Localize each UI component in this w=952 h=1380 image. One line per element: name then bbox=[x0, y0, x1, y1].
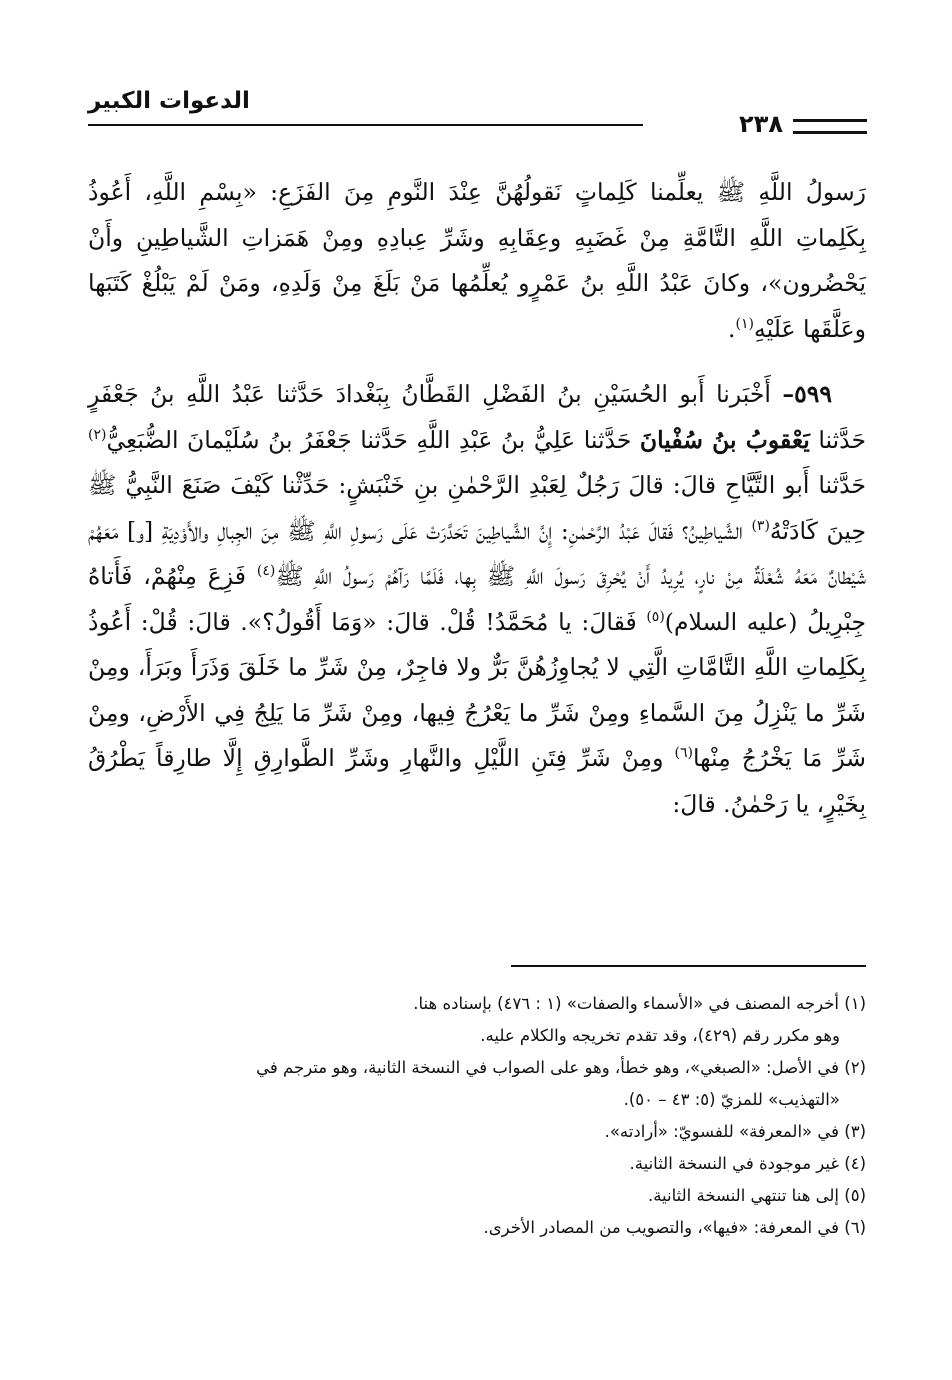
isnad-text-a: أَخْبَرنا أَبو الحُسَيْنِ بنُ الفَضْلِ القَطَّانُ بِبَغْدادَ حَدَّثنا عَبْدُ اللَّهِ بنُ جَعْفَرٍ حَدَّثنا bbox=[88, 380, 866, 454]
footnote-4: (٤) غير موجودة في النسخة الثانية. bbox=[629, 1154, 866, 1173]
footnote-3: (٣) في «المعرفة» للفسويّ: «أرادته». bbox=[604, 1122, 866, 1141]
footnote-1-continuation: وهو مكرر رقم (٤٢٩)، وقد تقدم تخريجه والكلام عليه. bbox=[480, 1026, 840, 1045]
footnote-ref-3[interactable]: (٣) bbox=[751, 517, 770, 534]
footnote-separator bbox=[511, 965, 866, 967]
hadith-text-c: حَدَّثنا أَبو التَّيَّاحِ قالَ: قالَ رَجُلٌ لِعَبْدِ الرَّحْمٰنِ بنِ خَنْبَشٍ: حَدِّثْنا كَيْفَ صَنَعَ النَّبِيُّ ﷺ حِينَ كَادَتْهُ bbox=[88, 471, 866, 545]
footnote-ref-5[interactable]: (٥) bbox=[646, 608, 665, 625]
footnote-2: (٢) في الأصل: «الصبغي»، وهو خطأ، وهو على الصواب في النسخة الثانية، وهو مترجم في bbox=[256, 1058, 866, 1077]
paragraph-continuation bbox=[88, 170, 866, 352]
footnote-1: (١) أخرجه المصنف في «الأسماء والصفات» (١ : ٤٧٦) بإسناده هنا. bbox=[413, 994, 866, 1013]
page-number: ٢٣٨ bbox=[739, 110, 783, 138]
footnote-6: (٦) في المعرفة: «فيها»، والتصويب من المصادر الأخرى. bbox=[483, 1218, 866, 1237]
footnotes bbox=[88, 988, 866, 1244]
page-header bbox=[88, 88, 867, 148]
hadith-text-d: الشَّياطِينُ؟ فَقالَ عَبْدُ الرَّحْمٰنِ: إِنَّ الشَّياطِينَ تَحَدَّرَتْ عَلَى رَسولِ اللَّهِ ﷺ مِنَ الجِبالِ والأَوْدِيَةِ [و] مَعَهُمْ شَيْطانٌ مَعَهُ شُعْلَةٌ مِنْ نارٍ، يُرِيدُ أَنْ يُحْرِقَ رَسولَ اللَّهِ ﷺ بِها، فَلَمَّا رَآهُمْ رَسولُ اللَّهِ ﷺ bbox=[88, 516, 866, 590]
footnote-2-continuation: «التهذيب» للمزيّ (٥: ٤٣ – ٥٠). bbox=[623, 1090, 840, 1109]
paragraph-end: . bbox=[728, 314, 736, 343]
footnote-ref-2[interactable]: (٢) bbox=[88, 426, 107, 443]
main-text bbox=[88, 170, 866, 827]
header-rule bbox=[88, 124, 643, 126]
header-double-rule bbox=[793, 119, 867, 134]
isnad-text-b: حَدَّثنا عَلِيُّ بنُ عَبْدِ اللَّهِ حَدَّثنا جَعْفَرُ بنُ سُلَيْمانَ الضُّبَعِيُّ bbox=[106, 425, 632, 454]
hadith-text-g: ومِنْ شَرِّ فِتَنِ اللَّيْلِ والنَّهارِ وشَرِّ الطَّوارِقِ إِلَّا طارِقاً يَطْرُقُ بِخَيْرٍ، يا رَحْمٰنُ. قالَ: bbox=[88, 744, 866, 818]
narrator-name-bold: يَعْقوبُ بنُ سُفْيانَ bbox=[639, 425, 810, 454]
footnote-ref-1[interactable]: (١) bbox=[735, 315, 754, 332]
paragraph-text: رَسولُ اللَّهِ ﷺ يعلِّمنا كَلِماتٍ نَقولُهُنَّ عِنْدَ النَّومِ مِنَ الفَزَعِ: «بِسْمِ اللَّهِ، أَعُوذُ بِكَلِماتِ اللَّهِ التَّامَّةِ مِنْ غَضَبِهِ وعِقَابِهِ وشَرِّ عِبادِهِ ومِنْ هَمَزاتِ الشَّياطِينِ وأَنْ يَحْضُرون»، وكانَ عَبْدُ اللَّهِ بنُ عَمْرٍو يُعلِّمُها مَنْ بَلَغَ مِنْ وَلَدِهِ، ومَنْ لَمْ يَبْلُغْ كَتَبَها وعَلَّقَها عَلَيْهِ bbox=[88, 178, 866, 343]
footnote-ref-4[interactable]: (٤) bbox=[256, 563, 276, 580]
hadith-paragraph bbox=[88, 372, 866, 827]
footnote-ref-6[interactable]: (٦) bbox=[674, 745, 693, 762]
hadith-text-e: فَزِعَ مِنْهُمْ، فَأَتاهُ جِبْرِيلُ (عليه السلام) bbox=[88, 562, 866, 636]
hadith-text-f: فَقالَ: يا مُحَمَّدُ! قُلْ. قالَ: «وَمَا أَقُولُ؟». قالَ: قُلْ: أَعُوذُ بِكَلِماتِ اللَّهِ التَّامَّاتِ الَّتِي لا يُجاوِزُهُنَّ بَرٌّ ولا فاجِرٌ، مِنْ شَرِّ ما خَلَقَ وَذَرَأَ وبَرَأَ، ومِنْ شَرِّ ما يَنْزِلُ مِنَ السَّماءِ ومِنْ شَرِّ ما يَعْرُجُ فِيها، ومِنْ شَرِّ مَا يَلِجُ فِي الأَرْضِ، ومِنْ شَرِّ مَا يَخْرُجُ مِنْها bbox=[88, 607, 866, 772]
hadith-number: ٥٩٩– bbox=[782, 380, 832, 408]
footnote-5: (٥) إلى هنا تنتهي النسخة الثانية. bbox=[647, 1186, 866, 1205]
book-title: الدعوات الكبير bbox=[88, 88, 250, 114]
